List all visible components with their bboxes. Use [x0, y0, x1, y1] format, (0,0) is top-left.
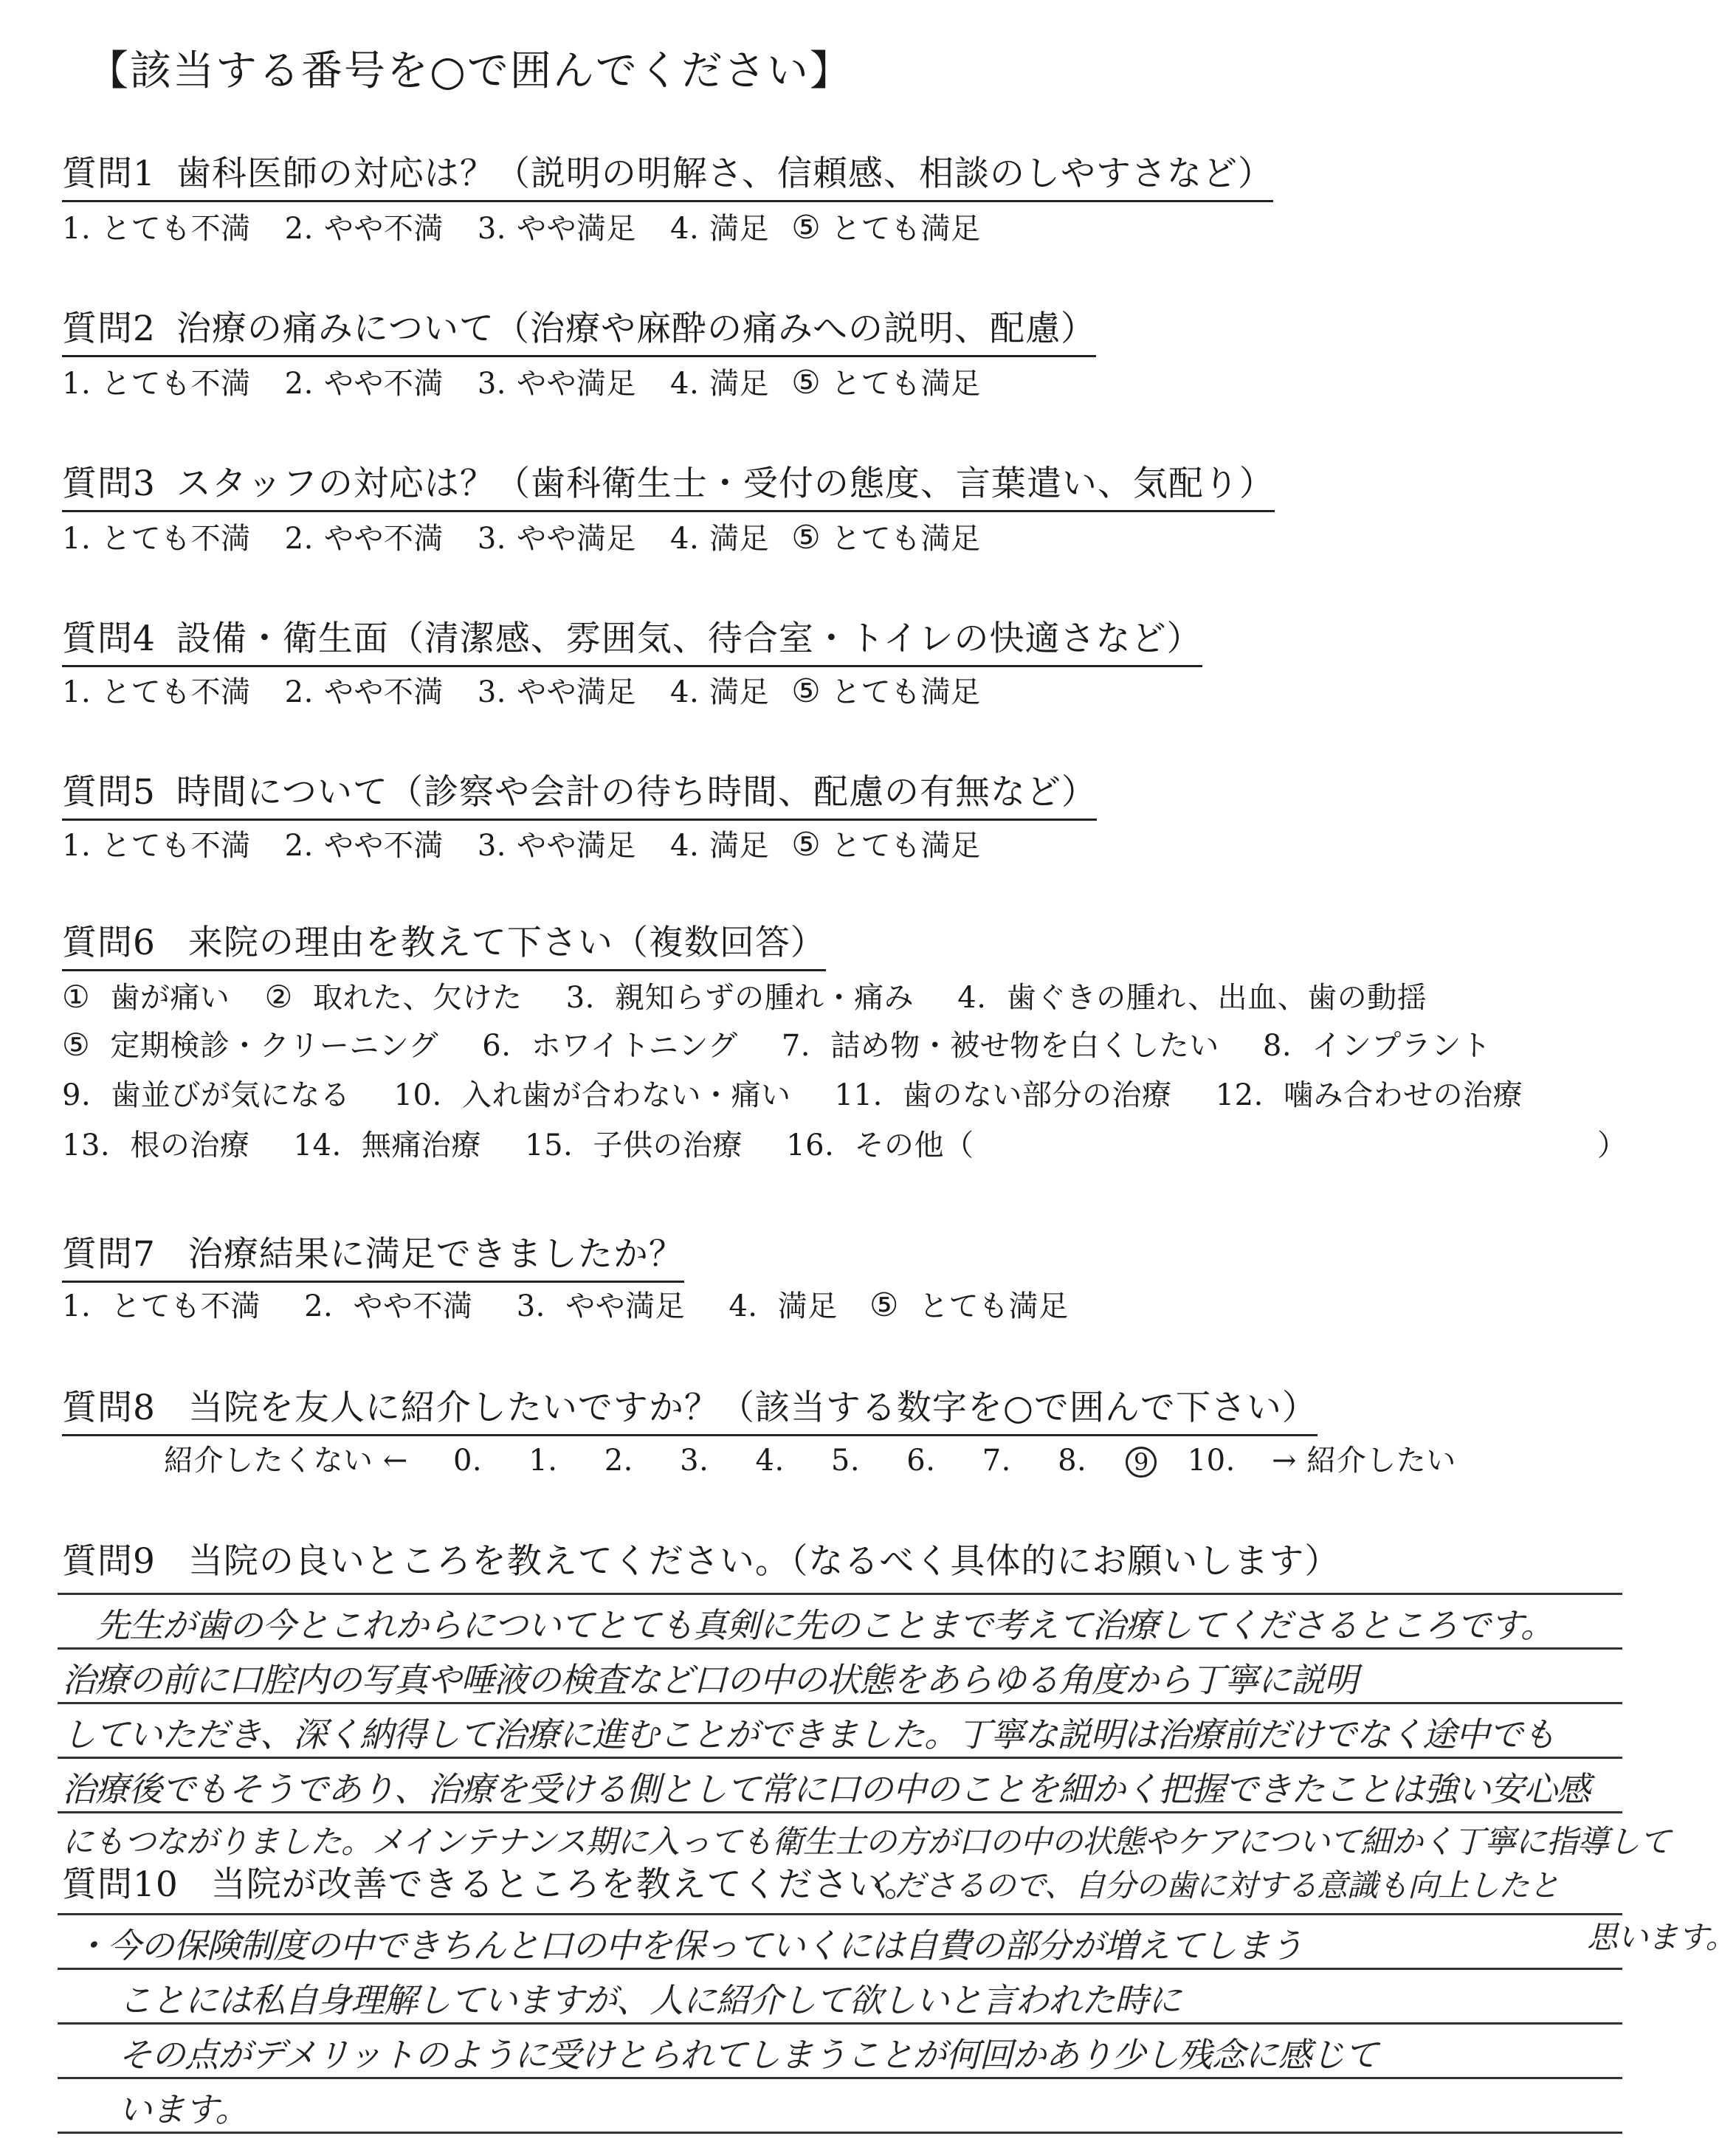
- reason-text: ホワイトニング: [531, 1029, 738, 1063]
- reason-text: 詰め物・被せ物を白くしたい: [830, 1029, 1219, 1063]
- question-1: [62, 146, 1273, 202]
- reason-text: 無痛治療: [361, 1129, 481, 1162]
- option-label: やや不満: [353, 1289, 473, 1323]
- scale-selected-9[interactable]: 9: [1126, 1447, 1157, 1478]
- answer-rule: [58, 1968, 1622, 1970]
- option-label: 満足: [709, 212, 770, 246]
- reason-text: 入れ歯が合わない・痛い: [461, 1078, 791, 1112]
- question-8: [62, 1380, 1318, 1436]
- question-label: 質問1: [62, 154, 156, 194]
- recommend-scale: [164, 1437, 1456, 1479]
- option-number[interactable]: 4.: [670, 367, 700, 401]
- reason-2-selected[interactable]: ②: [264, 979, 293, 1015]
- option-label: 満足: [777, 1289, 838, 1323]
- answer9-line: 治療後でもそうであり、治療を受ける側として常に口の中のことを細かく把握できたことは強い安心感: [62, 1769, 1590, 1809]
- option-5-selected[interactable]: ⑤: [791, 672, 822, 710]
- option-number[interactable]: 1.: [62, 522, 92, 556]
- reason-row-3: [62, 1072, 1523, 1114]
- option-label: 満足: [709, 829, 770, 863]
- option-number[interactable]: 4.: [670, 522, 700, 556]
- option-label: やや満足: [517, 829, 637, 863]
- scale-number[interactable]: 7.: [982, 1444, 1011, 1478]
- question-label: 質問3: [62, 464, 156, 504]
- option-label: やや満足: [517, 522, 637, 556]
- scale-number[interactable]: 0.: [452, 1444, 483, 1478]
- reason-number[interactable]: 8.: [1262, 1029, 1292, 1063]
- answer-rule: [58, 2022, 1622, 2025]
- question-text: 来院の理由を教えて下さい（複数回答）: [187, 923, 826, 963]
- question-2: [62, 301, 1096, 357]
- question-text: スタッフの対応は？（歯科衛生士・受付の態度、言葉遣い、気配り）: [176, 464, 1275, 504]
- scale-left-label: 紹介したくない ←: [164, 1444, 408, 1478]
- question-label: 質問7: [62, 1234, 156, 1275]
- option-label: とても満足: [831, 212, 981, 246]
- question-6: [62, 915, 826, 971]
- reason-number[interactable]: 16.: [786, 1129, 835, 1162]
- reason-1-selected[interactable]: ①: [62, 979, 91, 1015]
- question-7: [62, 1227, 684, 1283]
- option-number[interactable]: 2.: [284, 367, 314, 401]
- scale-number[interactable]: 10.: [1187, 1444, 1236, 1478]
- option-label: やや不満: [323, 367, 444, 401]
- scale-number[interactable]: 4.: [755, 1444, 785, 1478]
- reason-number[interactable]: 10.: [393, 1078, 442, 1112]
- option-label: とても満足: [831, 675, 981, 709]
- reason-row-2: [62, 1022, 1491, 1064]
- option-label: 満足: [709, 522, 770, 556]
- other-close-paren: ）: [1597, 1129, 1628, 1162]
- answer10-line: います。: [118, 2089, 249, 2129]
- scale-right-label: → 紹介したい: [1272, 1444, 1456, 1478]
- option-number[interactable]: 1.: [62, 1289, 92, 1323]
- answer-rule: [58, 1757, 1622, 1759]
- reason-number[interactable]: 11.: [834, 1078, 883, 1112]
- reason-text: 根の治療: [130, 1129, 250, 1162]
- question-text: 当院を友人に紹介したいですか？（該当する数字を○で囲んで下さい）: [187, 1388, 1318, 1428]
- scale-number[interactable]: 2.: [604, 1444, 633, 1478]
- option-number[interactable]: 4.: [728, 1289, 758, 1323]
- reason-text: 歯ぐきの腫れ、出血、歯の動揺: [1006, 981, 1427, 1015]
- option-label: やや不満: [323, 675, 444, 709]
- option-number[interactable]: 3.: [477, 212, 507, 246]
- option-number[interactable]: 2.: [284, 675, 314, 709]
- reason-number[interactable]: 12.: [1215, 1078, 1264, 1112]
- reason-number[interactable]: 15.: [525, 1129, 574, 1162]
- option-number[interactable]: 1.: [62, 829, 92, 863]
- option-label: とても満足: [831, 829, 981, 863]
- reason-row-4: [62, 1122, 1634, 1164]
- option-5-selected[interactable]: ⑤: [791, 826, 822, 864]
- question-text: 歯科医師の対応は？（説明の明解さ、信頼感、相談のしやすさなど）: [176, 154, 1274, 194]
- question-label: 質問2: [62, 309, 156, 349]
- option-number[interactable]: 1.: [62, 675, 92, 709]
- question-text: 設備・衛生面（清潔感、雰囲気、待合室・トイレの快適さなど）: [176, 619, 1202, 659]
- option-number[interactable]: 2.: [284, 829, 314, 863]
- answer9-line: にもつながりました。メインテナンス期に入っても衛生士の方が口の中の状態やケアについて細かく丁寧に指導して: [62, 1824, 1670, 1861]
- question-5-options: [62, 822, 981, 864]
- other-label: その他（: [854, 1129, 974, 1162]
- answer10-line: その点がデメリットのように受けとられてしまうことが何回かあり少し残念に感じて: [118, 2035, 1378, 2075]
- scale-number[interactable]: 6.: [906, 1444, 936, 1478]
- option-number[interactable]: 2.: [284, 522, 314, 556]
- option-number[interactable]: 4.: [670, 829, 700, 863]
- question-text: 治療の痛みについて（治療や麻酔の痛みへの説明、配慮）: [176, 309, 1097, 349]
- scale-number[interactable]: 3.: [680, 1444, 709, 1478]
- option-label: とても不満: [101, 675, 251, 709]
- question-3-options: [62, 515, 981, 557]
- answer-rule: [58, 1593, 1622, 1595]
- answer9-line: くださるので、自分の歯に対する意識も向上したと: [864, 1867, 1560, 1903]
- reason-number[interactable]: 13.: [62, 1129, 111, 1162]
- reason-number[interactable]: 14.: [293, 1129, 342, 1162]
- reason-number[interactable]: 7.: [781, 1029, 810, 1063]
- question-5: [62, 765, 1097, 821]
- form-title: 【該当する番号を○で囲んでください】: [87, 47, 852, 95]
- answer-rule: [58, 1811, 1622, 1813]
- question-text: 当院が改善できるところを教えてください。: [210, 1864, 920, 1905]
- answer-rule: [58, 1702, 1622, 1704]
- option-label: とても満足: [919, 1289, 1069, 1323]
- option-label: やや満足: [517, 367, 637, 401]
- scale-number[interactable]: 5.: [830, 1444, 861, 1478]
- option-number[interactable]: 2.: [284, 212, 314, 246]
- answer-rule: [58, 1913, 1622, 1915]
- option-5-selected[interactable]: ⑤: [791, 519, 822, 557]
- question-label: 質問5: [62, 772, 156, 813]
- option-label: とても不満: [101, 522, 251, 556]
- question-4: [62, 611, 1202, 667]
- question-label: 質問10: [62, 1864, 179, 1905]
- reason-text: 定期検診・クリーニング: [110, 1029, 439, 1063]
- reason-text: 歯のない部分の治療: [903, 1078, 1172, 1112]
- question-1-options: [62, 205, 981, 247]
- option-label: やや満足: [517, 675, 637, 709]
- option-label: 満足: [709, 675, 770, 709]
- question-4-options: [62, 669, 981, 711]
- reason-number[interactable]: 6.: [482, 1029, 512, 1063]
- reason-number[interactable]: 9.: [62, 1078, 92, 1112]
- question-3: [62, 456, 1275, 512]
- question-10: [62, 1857, 920, 1911]
- option-label: とても不満: [101, 829, 251, 863]
- answer-rule: [58, 2077, 1622, 2079]
- question-label: 質問9: [62, 1541, 156, 1582]
- option-number[interactable]: 1.: [62, 212, 92, 246]
- scale-number[interactable]: 1.: [528, 1444, 558, 1478]
- option-label: とても不満: [111, 1289, 261, 1323]
- option-label: やや不満: [323, 522, 444, 556]
- option-number[interactable]: 3.: [477, 675, 507, 709]
- reason-number[interactable]: 3.: [565, 981, 595, 1015]
- reason-row-1: [62, 974, 1427, 1016]
- option-5-selected[interactable]: ⑤: [791, 209, 822, 247]
- option-number[interactable]: 3.: [477, 829, 507, 863]
- answer10-line: ことには私自身理解していますが、人に紹介して欲しいと言われた時に: [118, 1980, 1181, 2020]
- answer-rule: [58, 1647, 1622, 1650]
- reason-text: 取れた、欠けた: [312, 981, 523, 1015]
- question-9: [62, 1534, 1340, 1588]
- option-number[interactable]: 1.: [62, 367, 92, 401]
- question-text: 治療結果に満足できましたか？: [187, 1234, 684, 1275]
- option-label: やや満足: [565, 1289, 686, 1323]
- reason-text: 噛み合わせの治療: [1284, 1078, 1523, 1112]
- option-label: やや不満: [323, 212, 444, 246]
- reason-text: インプラント: [1312, 1029, 1492, 1063]
- question-label: 質問4: [62, 619, 156, 659]
- answer9-line: 思います。: [1587, 1919, 1736, 1955]
- option-number[interactable]: 4.: [670, 675, 700, 709]
- option-5-selected[interactable]: ⑤: [791, 364, 822, 402]
- option-number[interactable]: 3.: [477, 522, 507, 556]
- answer9-line: 先生が歯の今とこれからについてとても真剣に先のことまで考えて治療してくださるところです。: [96, 1605, 1554, 1645]
- option-label: とても不満: [101, 367, 251, 401]
- reason-text: 親知らずの腫れ・痛み: [615, 981, 914, 1015]
- reason-text: 歯並びが気になる: [111, 1078, 351, 1112]
- option-label: とても満足: [831, 367, 981, 401]
- option-number[interactable]: 3.: [477, 367, 507, 401]
- answer10-line: ・今の保険制度の中できちんと口の中を保っていくには自費の部分が増えてしまう: [74, 1926, 1303, 1965]
- question-2-options: [62, 360, 981, 402]
- reason-5-selected[interactable]: ⑤: [62, 1027, 91, 1063]
- option-number[interactable]: 4.: [670, 212, 700, 246]
- question-label: 質問6: [62, 923, 156, 963]
- option-label: とても満足: [831, 522, 981, 556]
- option-label: 満足: [709, 367, 770, 401]
- answer-rule: [58, 2132, 1622, 2134]
- answer9-line: 治療の前に口腔内の写真や唾液の検査など口の中の状態をあらゆる角度から丁寧に説明: [62, 1660, 1357, 1700]
- question-7-options: [62, 1283, 1069, 1325]
- option-number[interactable]: 2.: [304, 1289, 334, 1323]
- reason-text: 歯が痛い: [110, 981, 230, 1015]
- option-number[interactable]: 3.: [516, 1289, 545, 1323]
- option-label: やや不満: [323, 829, 444, 863]
- answer9-line: していただき、深く納得して治療に進むことができました。丁寧な説明は治療前だけでなく途中でも: [62, 1715, 1556, 1754]
- reason-text: 子供の治療: [593, 1129, 743, 1162]
- option-5-selected[interactable]: ⑤: [869, 1286, 899, 1324]
- question-text: 時間について（診察や会計の待ち時間、配慮の有無など）: [176, 772, 1097, 813]
- scale-number[interactable]: 8.: [1058, 1444, 1087, 1478]
- question-text: 当院の良いところを教えてください。（なるべく具体的にお願いします）: [187, 1541, 1340, 1582]
- option-label: やや満足: [517, 212, 637, 246]
- option-label: とても不満: [101, 212, 251, 246]
- reason-number[interactable]: 4.: [957, 981, 987, 1015]
- question-label: 質問8: [62, 1388, 156, 1428]
